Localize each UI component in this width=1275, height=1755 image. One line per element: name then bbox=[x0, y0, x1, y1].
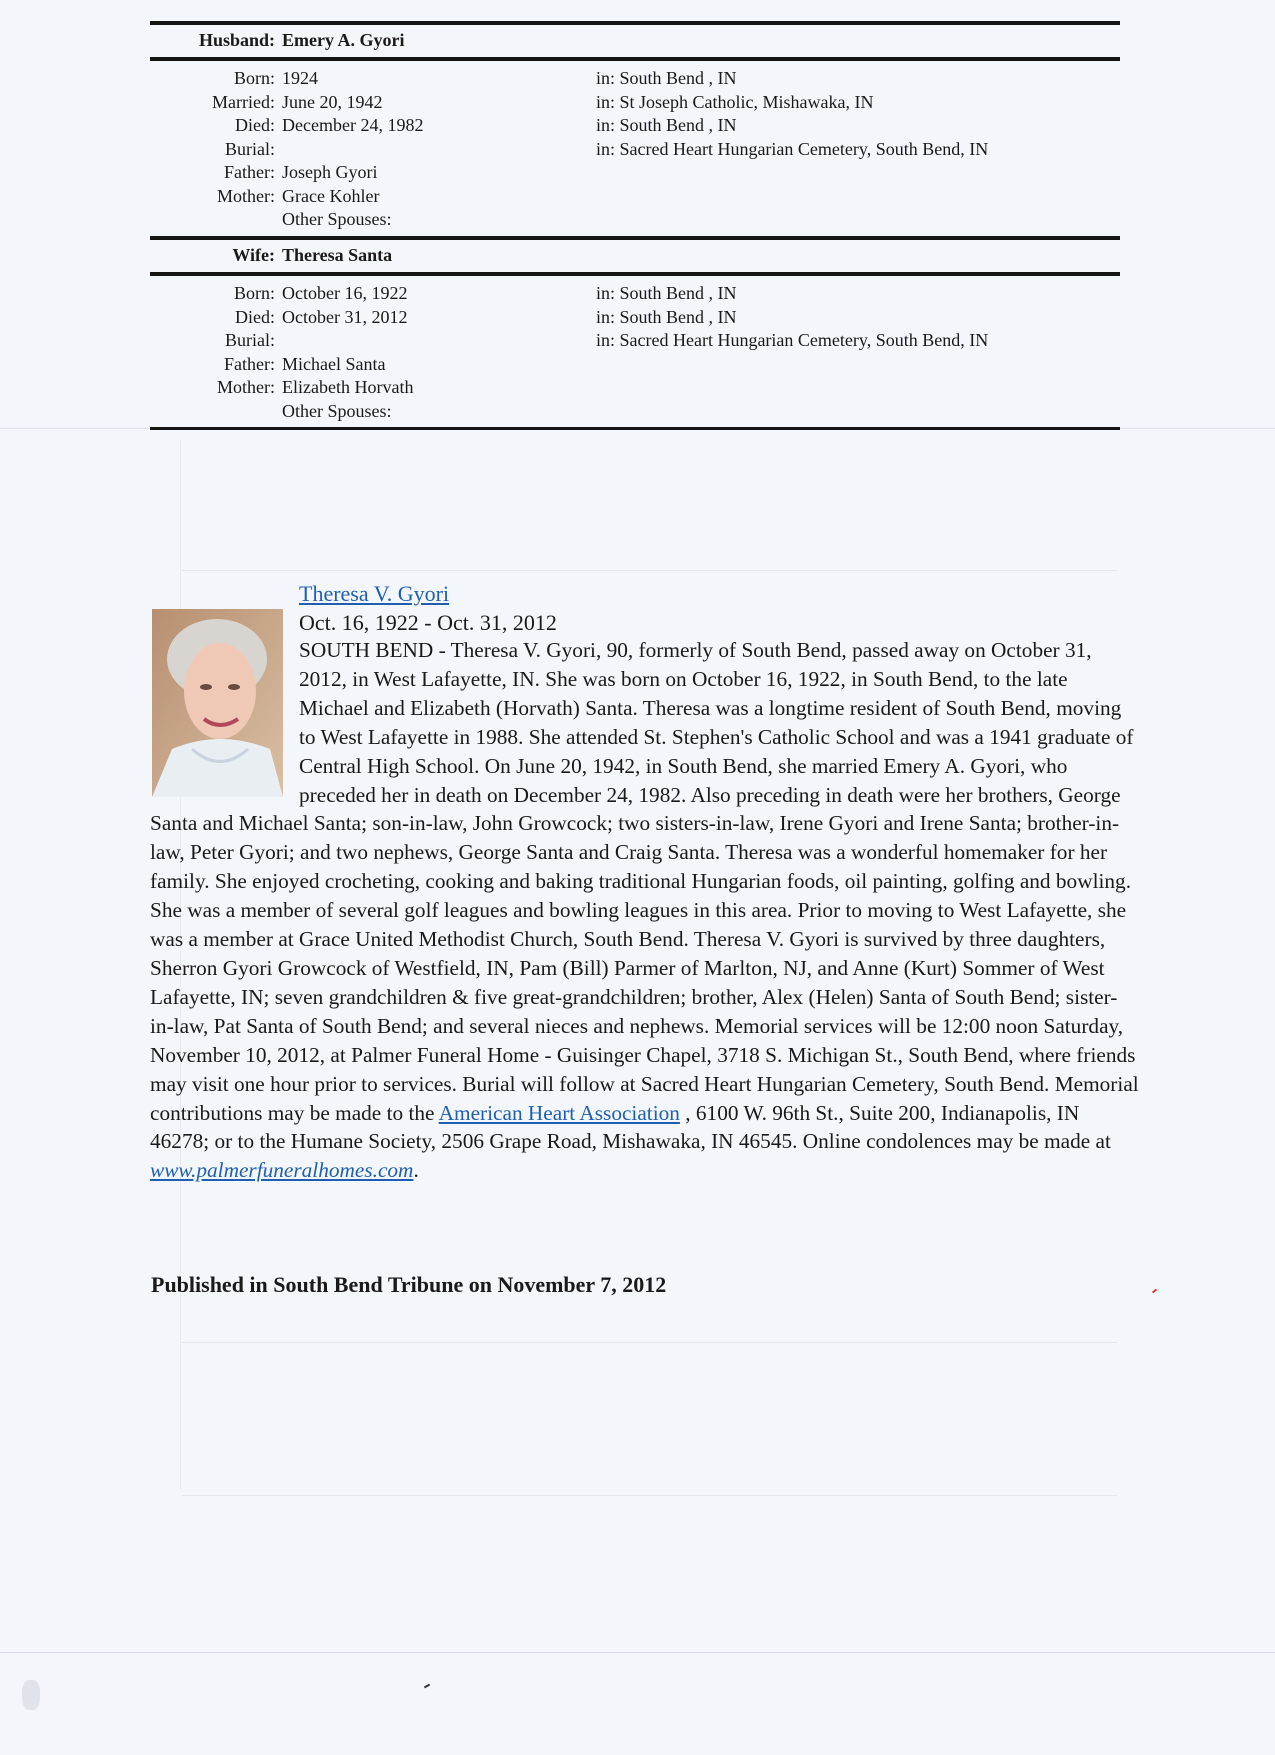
field-label: Burial: bbox=[225, 330, 275, 350]
husband-name: Emery A. Gyori bbox=[282, 30, 405, 50]
husband-values bbox=[282, 67, 423, 232]
wife-top-rule bbox=[150, 236, 1120, 240]
wife-header-label: Wife: bbox=[232, 245, 275, 265]
field-place: in: South Bend , IN bbox=[596, 283, 737, 303]
field-value bbox=[282, 329, 413, 353]
ghost-divider bbox=[182, 570, 1117, 571]
wife-places bbox=[596, 282, 988, 353]
field-place: in: South Bend , IN bbox=[596, 68, 737, 88]
field-value: Elizabeth Horvath bbox=[282, 377, 414, 397]
field-label: Father: bbox=[224, 162, 275, 182]
wife-values bbox=[282, 282, 413, 423]
husband-places bbox=[596, 67, 988, 161]
field-label: Mother: bbox=[217, 377, 275, 397]
field-label: Mother: bbox=[217, 185, 275, 206]
palmer-funeral-homes-link[interactable]: www.palmerfuneralhomes.com bbox=[150, 1158, 414, 1183]
field-value: Michael Santa bbox=[282, 353, 386, 374]
photo-spacer bbox=[150, 636, 299, 796]
husband-header bbox=[0, 30, 1275, 54]
husband-header-label: Husband: bbox=[198, 30, 275, 50]
field-label: Died: bbox=[235, 115, 275, 135]
obituary-text-part1: SOUTH BEND - Theresa V. Gyori, 90, formerly of South Bend, passed away on October 31, 2012, in West Lafayette, IN. She was born on October 16, 1922, in South Bend, to the late Michael and Elizabeth (Horvath) Santa. Theresa was a longtime resident of South Bend, moving to West Lafayette in 1988. She attended St. Stephen's Catholic School and was a 1941 graduate of Central High School. On June 20, 1942, in South Bend, she married Emery A. Gyori, who preceded her in death on December 24, 1982. Also preceding in death were her brothers, George Santa and Michael Santa; son-in-law, John Growcock; two sisters-in-law, Irene Gyori and Irene Santa; brother-in-law, Peter Gyori; and two nephews, George Santa and Craig Santa. Theresa was a wonderful homemaker for her family. She enjoyed crocheting, cooking and baking traditional Hungarian foods, oil painting, golfing and bowling. She was a member of several golf leagues and bowling leagues in this area. Prior to moving to West Lafayette, she was a member at Grace United Methodist Church, South Bend. Theresa V. Gyori is survived by three daughters, Sherron Gyori Growcock of Westfield, IN, Pam (Bill) Parmer of Marlton, NJ, and Anne (Kurt) Sommer of West Lafayette, IN; seven grandchildren & five great-grandchildren; brother, Alex (Helen) Santa of South Bend; sister-in-law, Pat Santa of South Bend; and several nieces and nephews. Memorial services will be 12:00 noon Saturday, November 10, 2012, at Palmer Funeral Home - Guisinger Chapel, 3718 S. Michigan St., South Bend, where friends may visit one hour prior to services. Burial will follow at Sacred Heart Hungarian Cemetery, South Bend. Memorial contributions may be made to the bbox=[150, 638, 1139, 1125]
wife-header bbox=[0, 245, 1275, 269]
field-label: Married: bbox=[212, 91, 275, 112]
ghost-divider bbox=[182, 1342, 1117, 1343]
field-label bbox=[0, 400, 275, 424]
field-label: Burial: bbox=[225, 138, 275, 159]
scan-fold-line bbox=[0, 1652, 1275, 1653]
published-line: Published in South Bend Tribune on November 7, 2012 bbox=[151, 1272, 667, 1297]
field-label: Born: bbox=[233, 283, 275, 303]
american-heart-association-link[interactable]: American Heart Association bbox=[438, 1100, 680, 1125]
top-rule bbox=[150, 21, 1120, 25]
wife-name: Theresa Santa bbox=[282, 245, 393, 265]
field-label: Father: bbox=[224, 353, 275, 374]
field-label: Born: bbox=[233, 68, 275, 88]
obituary-body bbox=[150, 636, 1140, 1185]
field-place: in: St Joseph Catholic, Mishawaka, IN bbox=[596, 91, 874, 112]
field-place: in: South Bend , IN bbox=[596, 115, 737, 135]
field-value: October 16, 1922 bbox=[282, 283, 408, 303]
obituary-text-part2: , 6100 W. 96th St., Suite 200, Indianapolis, IN 46278; or to the Humane Society, 2506 Grape Road, Mishawaka, IN 46545. Online condolences may be made at bbox=[150, 1100, 1111, 1154]
field-value: June 20, 1942 bbox=[282, 91, 383, 112]
field-value bbox=[282, 138, 423, 162]
field-value: Other Spouses: bbox=[282, 400, 392, 421]
wife-labels bbox=[0, 282, 275, 423]
field-place: in: Sacred Heart Hungarian Cemetery, South Bend, IN bbox=[596, 138, 989, 159]
wife-bottom-rule bbox=[150, 427, 1120, 430]
wife-header-rule bbox=[150, 272, 1120, 276]
field-value: October 31, 2012 bbox=[282, 306, 408, 327]
field-label bbox=[0, 208, 275, 232]
field-place: in: South Bend , IN bbox=[596, 306, 737, 327]
obituary-text-part3: . bbox=[413, 1158, 419, 1183]
scan-speck bbox=[22, 1680, 40, 1710]
obituary-name-link[interactable]: Theresa V. Gyori bbox=[299, 581, 450, 606]
field-label: Died: bbox=[235, 306, 275, 327]
field-value: 1924 bbox=[282, 68, 318, 88]
obituary-dates: Oct. 16, 1922 - Oct. 31, 2012 bbox=[299, 610, 557, 635]
husband-labels bbox=[0, 67, 275, 232]
field-value: December 24, 1982 bbox=[282, 115, 424, 135]
husband-header-rule bbox=[150, 57, 1120, 61]
scan-speck bbox=[424, 1684, 430, 1689]
ghost-divider bbox=[182, 1495, 1117, 1496]
field-value: Grace Kohler bbox=[282, 185, 380, 206]
field-place: in: Sacred Heart Hungarian Cemetery, South Bend, IN bbox=[596, 330, 989, 350]
field-value: Joseph Gyori bbox=[282, 162, 378, 182]
field-value: Other Spouses: bbox=[282, 209, 392, 229]
scan-speck bbox=[1152, 1289, 1157, 1294]
